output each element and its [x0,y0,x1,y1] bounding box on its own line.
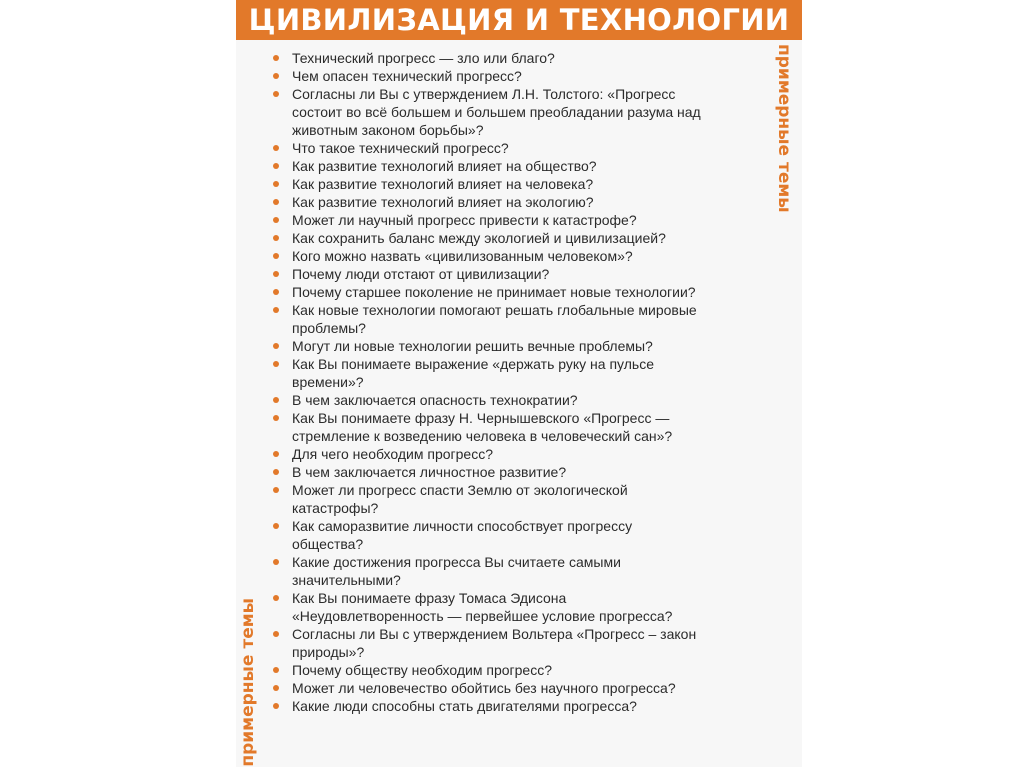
topic-text-line: Чем опасен технический прогресс? [292,68,522,84]
topic-list [264,49,764,715]
bullet-icon [273,271,279,277]
bullet-icon [273,199,279,205]
side-label-right: примерные темы [774,44,794,213]
topic-text-line: Что такое технический прогресс? [292,140,509,156]
side-label-left: примерные темы [238,598,258,767]
bullet-icon [273,595,279,601]
topic-text-line: Согласны ли Вы с утверждением Л.Н. Толстого: «Прогресс [292,86,676,102]
bullet-icon [273,631,279,637]
topic-text-line: животным законом борьбы»? [292,122,484,138]
topic-item [264,337,764,355]
topic-text-line: Согласны ли Вы с утверждением Вольтера «Прогресс – закон [292,626,697,642]
topic-text-line: Кого можно назвать «цивилизованным человеком»? [292,248,633,264]
topic-text-line: Как развитие технологий влияет на общество? [292,158,597,174]
topic-item [264,229,764,247]
topic-text-line: времени»? [292,374,364,390]
page-title: ЦИВИЛИЗАЦИЯ И ТЕХНОЛОГИИ [248,3,790,37]
topic-text-line: значительными? [292,572,401,588]
topic-text-line: Какие люди способны стать двигателями прогресса? [292,698,637,714]
topic-item [264,553,764,589]
topic-text-line: общества? [292,536,364,552]
topic-text-line: состоит во всё большем и большем преобладании разума над [292,104,701,120]
bullet-icon [273,55,279,61]
topic-item [264,679,764,697]
bullet-icon [273,253,279,259]
topic-text-line: Как Вы понимаете выражение «держать руку на пульсе [292,356,654,372]
bullet-icon [273,469,279,475]
topic-item [264,697,764,715]
topic-item [264,463,764,481]
topic-item [264,355,764,391]
bullet-icon [273,685,279,691]
topic-item [264,67,764,85]
bullet-icon [273,181,279,187]
topic-text-line: Как развитие технологий влияет на экологию? [292,194,594,210]
topic-item [264,517,764,553]
topic-item [264,157,764,175]
topic-item [264,265,764,283]
topic-text-line: Как новые технологии помогают решать глобальные мировые [292,302,697,318]
topic-text-line: Почему старшее поколение не принимает новые технологии? [292,284,696,300]
topic-item [264,625,764,661]
topic-item [264,661,764,679]
topic-item [264,283,764,301]
topic-item [264,445,764,463]
bullet-icon [273,703,279,709]
topic-text-line: Как Вы понимаете фразу Томаса Эдисона [292,590,567,606]
bullet-icon [273,667,279,673]
topic-text-line: Технический прогресс — зло или благо? [292,50,555,66]
topic-item [264,481,764,517]
topic-text-line: «Неудовлетворенность — первейшее условие прогресса? [292,608,673,624]
topic-text-line: Почему люди отстают от цивилизации? [292,266,550,282]
topic-item [264,409,764,445]
topic-text-line: Может ли прогресс спасти Землю от экологической [292,482,628,498]
topic-text-line: Может ли научный прогресс привести к катастрофе? [292,212,637,228]
topic-text-line: природы»? [292,644,365,660]
bullet-icon [273,73,279,79]
topic-item [264,49,764,67]
topic-text-line: Почему обществу необходим прогресс? [292,662,552,678]
slide [236,0,802,767]
topic-item [264,175,764,193]
bullet-icon [273,217,279,223]
topic-item [264,85,764,139]
topic-text-line: В чем заключается опасность технократии? [292,392,578,408]
topic-text-line: Могут ли новые технологии решить вечные проблемы? [292,338,653,354]
bullet-icon [273,145,279,151]
topic-text-line: Как сохранить баланс между экологией и цивилизацией? [292,230,666,246]
topic-item [264,391,764,409]
title-banner [236,0,802,40]
topic-item [264,139,764,157]
bullet-icon [273,415,279,421]
topic-text-line: Как саморазвитие личности способствует прогрессу [292,518,633,534]
bullet-icon [273,91,279,97]
topic-text-line: катастрофы? [292,500,379,516]
topic-item [264,211,764,229]
topic-text-line: Какие достижения прогресса Вы считаете самыми [292,554,621,570]
topic-text-line: стремление к возведению человека в человеческий сан»? [292,428,673,444]
bullet-icon [273,451,279,457]
topic-text-line: Как Вы понимаете фразу Н. Чернышевского «Прогресс — [292,410,670,426]
topic-text-line: Для чего необходим прогресс? [292,446,493,462]
bullet-icon [273,235,279,241]
bullet-icon [273,487,279,493]
topic-text-line: проблемы? [292,320,366,336]
bullet-icon [273,361,279,367]
topic-item [264,301,764,337]
bullet-icon [273,397,279,403]
bullet-icon [273,163,279,169]
bullet-icon [273,307,279,313]
topic-item [264,247,764,265]
topic-text-line: Может ли человечество обойтись без научного прогресса? [292,680,676,696]
bullet-icon [273,523,279,529]
topic-item [264,193,764,211]
bullet-icon [273,343,279,349]
bullet-icon [273,289,279,295]
bullet-icon [273,559,279,565]
topic-text-line: В чем заключается личностное развитие? [292,464,567,480]
topic-text-line: Как развитие технологий влияет на человека? [292,176,594,192]
topic-item [264,589,764,625]
